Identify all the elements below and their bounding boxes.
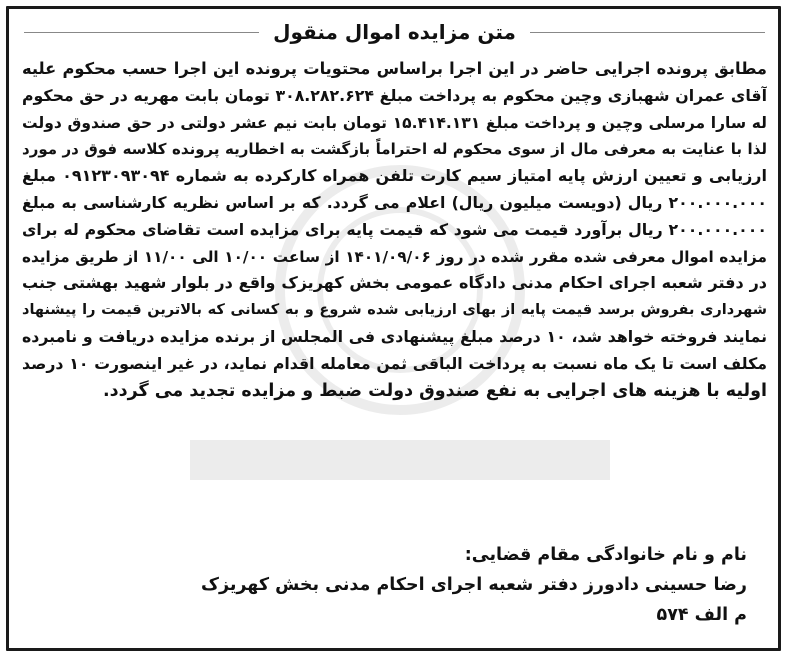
reference-code: م الف ۵۷۴	[656, 605, 747, 625]
body-line: ۲۰۰.۰۰۰.۰۰۰ ریال (دویست میلیون ریال) اعلام می گردد. که بر اساس نظریه کارشناسی به مبلغ	[22, 192, 767, 212]
notice-body	[22, 56, 767, 404]
body-line: مکلف است تا یک ماه نسبت به پرداخت الباقی ثمن معامله اقدام نماید، در غیر اینصورت ۱۰ درصد	[22, 353, 767, 373]
body-line: اولیه با هزینه های اجرایی به نفع صندوق دولت ضبط و مزایده تجدید می گردد.	[102, 380, 767, 401]
body-line: ارزیابی و تعیین ارزش پایه امتیاز سیم کارت تلفن همراه کارکرده به شماره ۰۹۱۲۳۰۹۳۰۹۴ مبلغ	[22, 166, 767, 186]
body-line: له سارا مرسلی وچین و پرداخت مبلغ ۱۵.۴۱۴.۱۳۱ تومان بابت نیم عشر دولتی در حق صندوق دولت	[22, 113, 767, 132]
body-line: شهرداری بفروش برسد قیمت پایه از بهای ارزیابی شده شروع و به کسانی که بالاترین قیمت را پیشنهاد	[22, 302, 767, 319]
body-line: مطابق پرونده اجرایی حاضر در این اجرا براساس محتویات پرونده این اجرا حسب محکوم علیه	[22, 59, 767, 78]
signature-block	[201, 540, 747, 630]
body-line: ۲۰۰.۰۰۰.۰۰۰ ریال برآورد قیمت می شود که قیمت پایه برای مزایده است تقاضای محکوم له برای	[22, 219, 767, 239]
signature-name: رضا حسینی دادورز دفتر شعبه اجرای احکام مدنی بخش کهریزک	[201, 575, 747, 595]
body-line: لذا با عنایت به معرفی مال از سوی محکوم له احتراماً بازگشت به اخطاریه پرونده کلاسه فوق در مورد	[22, 140, 767, 159]
signature-label: نام و نام خانوادگی مقام قضایی:	[464, 545, 747, 565]
body-line: آقای عمران شهبازی وچین محکوم به پرداخت مبلغ ۳۰۸.۲۸۲.۶۲۴ تومان بابت مهریه در حق محکوم	[22, 85, 767, 105]
body-line: در دفتر شعبه اجرای احکام مدنی دادگاه عمومی بخش کهریزک واقع در بلوار شهید بهشتی جنب	[22, 273, 767, 293]
body-line: نمایند فروخته خواهد شد، ۱۰ درصد مبلغ پیشنهادی فی المجلس از برنده مزایده دریافت و نامبرده	[22, 326, 767, 346]
notice-title: متن مزایده اموال منقول	[259, 20, 530, 44]
body-line: مزایده اموال معرفی شده مقرر شده در روز ۱۴۰۱/۰۹/۰۶ از ساعت ۱۰/۰۰ الی ۱۱/۰۰ از طریق مزایده	[22, 247, 767, 266]
